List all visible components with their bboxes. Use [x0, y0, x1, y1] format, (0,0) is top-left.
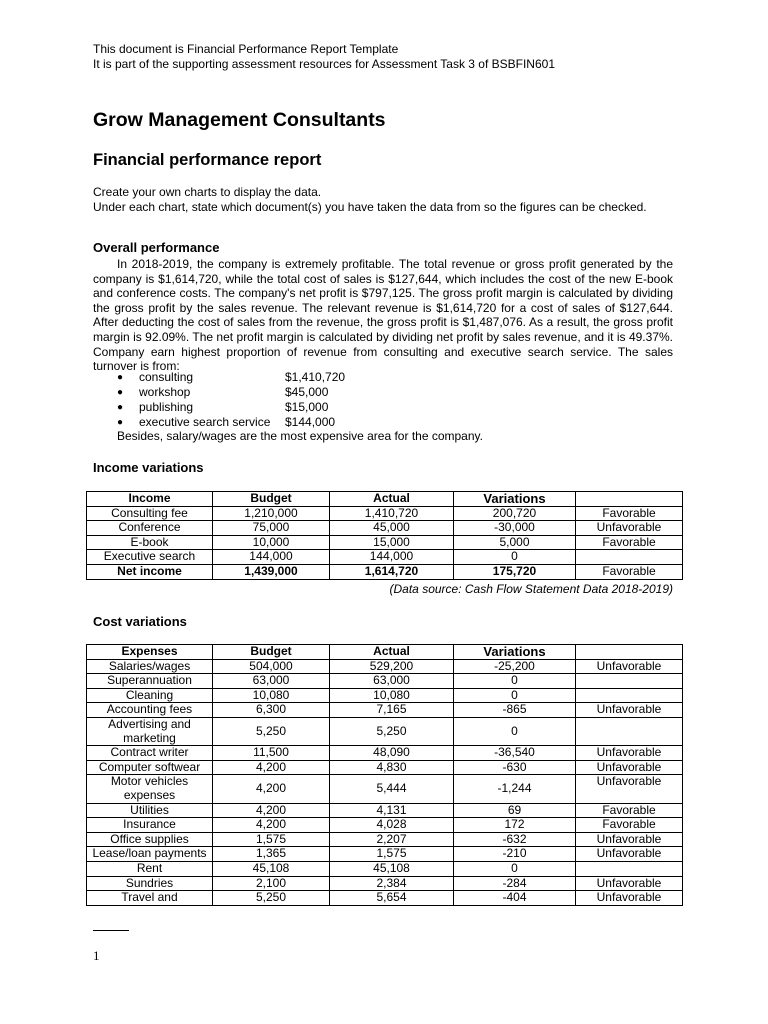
table-cell: Superannuation: [87, 674, 213, 689]
intro-instructions: [93, 185, 653, 214]
table-cell: Conference: [87, 521, 213, 536]
table-cell: 10,080: [330, 688, 454, 703]
table-cell: 172: [454, 818, 576, 833]
table-cell: 2,100: [213, 876, 330, 891]
table-cell: [576, 688, 683, 703]
table-cell: [576, 550, 683, 565]
table-cell: Contract writer: [87, 746, 213, 761]
column-header: Actual: [330, 492, 454, 507]
sales-amount: $144,000: [285, 415, 336, 429]
table-cell: 4,028: [330, 818, 454, 833]
table-cell: Consulting fee: [87, 506, 213, 521]
table-row: [87, 760, 683, 775]
table-cell: 5,444: [330, 775, 454, 803]
table-row: [87, 818, 683, 833]
column-header: Actual: [330, 645, 454, 660]
table-cell: Unfavorable: [576, 659, 683, 674]
income-table: [86, 491, 683, 580]
table-cell: Favorable: [576, 818, 683, 833]
table-cell: Lease/loan payments: [87, 847, 213, 862]
sales-amount: $15,000: [285, 400, 329, 414]
table-cell: Unfavorable: [576, 775, 683, 803]
header-line-1: This document is Financial Performance Report Template: [93, 42, 399, 56]
table-cell: Computer softwear: [87, 760, 213, 775]
table-cell: 6,300: [213, 703, 330, 718]
table-cell: 1,365: [213, 847, 330, 862]
table-row: [87, 803, 683, 818]
table-cell: -632: [454, 832, 576, 847]
table-cell: 1,575: [213, 832, 330, 847]
table-cell: Unfavorable: [576, 521, 683, 536]
table-cell: Unfavorable: [576, 847, 683, 862]
cost-variations-heading: Cost variations: [93, 614, 187, 629]
table-cell: 10,080: [213, 688, 330, 703]
column-header: Budget: [213, 645, 330, 660]
table-row: [87, 832, 683, 847]
bullet-icon: ●: [117, 387, 124, 398]
table-cell: -1,244: [454, 775, 576, 803]
overall-performance-heading: Overall performance: [93, 240, 220, 255]
list-item: [117, 400, 345, 415]
column-header: Income: [87, 492, 213, 507]
list-item: [117, 415, 345, 430]
table-cell: [576, 861, 683, 876]
table-cell: 504,000: [213, 659, 330, 674]
table-cell: 1,575: [330, 847, 454, 862]
table-row: [87, 674, 683, 689]
besides-note: Besides, salary/wages are the most expensive area for the company.: [117, 429, 483, 443]
table-row: [87, 550, 683, 565]
table-row: [87, 847, 683, 862]
header-line-2: It is part of the supporting assessment resources for Assessment Task 3 of BSBFIN601: [93, 56, 555, 71]
table-row: [87, 717, 683, 745]
table-cell: [576, 717, 683, 745]
sales-amount: $45,000: [285, 385, 329, 399]
sales-service: consulting: [139, 370, 194, 384]
table-cell: E-book: [87, 535, 213, 550]
bullet-icon: ●: [117, 402, 124, 413]
table-cell: 0: [454, 717, 576, 745]
table-cell: 4,131: [330, 803, 454, 818]
table-cell: 1,439,000: [213, 564, 330, 579]
table-row: [87, 891, 683, 906]
table-cell: 75,000: [213, 521, 330, 536]
table-cell: 69: [454, 803, 576, 818]
table-cell: 0: [454, 550, 576, 565]
list-item: [117, 385, 345, 400]
table-cell: Favorable: [576, 506, 683, 521]
table-cell: -25,200: [454, 659, 576, 674]
table-cell: 144,000: [213, 550, 330, 565]
table-cell: 10,000: [213, 535, 330, 550]
table-cell: Unfavorable: [576, 876, 683, 891]
table-cell: Rent: [87, 861, 213, 876]
sales-service: publishing: [139, 400, 194, 414]
column-header: [576, 492, 683, 507]
bullet-icon: ●: [117, 372, 124, 383]
table-cell: 0: [454, 861, 576, 876]
table-cell: 4,830: [330, 760, 454, 775]
table-cell: 4,200: [213, 760, 330, 775]
table-row: [87, 775, 683, 803]
table-cell: Travel and: [87, 891, 213, 906]
list-item: [117, 370, 345, 385]
table-cell: Executive search: [87, 550, 213, 565]
page-number: 1: [93, 948, 100, 963]
table-row: [87, 746, 683, 761]
table-cell: Favorable: [576, 803, 683, 818]
sales-service: executive search service: [139, 415, 271, 429]
intro-line-2: Under each chart, state which document(s) you have taken the data from so the figures can be checked.: [93, 199, 647, 214]
overall-performance-paragraph: In 2018-2019, the company is extremely profitable. The total revenue or gross profit generated by the company is $1,614,720, while the total cost of sales is $127,644, which includes the cost of the new E-book and conference costs. The company's net profit is $797,125. The gross profit margin is calculated by dividing the gross profit by the sales revenue. The relevant revenue is $1,614,720 for a cost of sales of $127,644. After deducting the cost of sales from the revenue, the gross profit is $1,487,076. As a result, the gross profit margin is 92.09%. The net profit margin is calculated by dividing net profit by sales revenue, and it is 49.37%. Company earn highest proportion of revenue from consulting and executive search service. The sales turnover is from:: [93, 257, 673, 374]
table-cell: Favorable: [576, 564, 683, 579]
table-cell: -30,000: [454, 521, 576, 536]
table-cell: Utilities: [87, 803, 213, 818]
table-cell: 144,000: [330, 550, 454, 565]
table-cell: 1,614,720: [330, 564, 454, 579]
table-cell: -404: [454, 891, 576, 906]
table-cell: [576, 674, 683, 689]
table-row: [87, 688, 683, 703]
table-cell: 7,165: [330, 703, 454, 718]
document-title: Grow Management Consultants: [93, 109, 386, 131]
sales-service: workshop: [139, 385, 191, 399]
footnote-separator: [93, 930, 129, 931]
table-cell: -630: [454, 760, 576, 775]
bullet-icon: ●: [117, 417, 124, 428]
table-header-row: [87, 492, 683, 507]
table-cell: Unfavorable: [576, 760, 683, 775]
table-cell: 5,250: [213, 891, 330, 906]
table-cell: -284: [454, 876, 576, 891]
table-cell: 4,200: [213, 818, 330, 833]
sales-turnover-list: [117, 370, 345, 430]
table-cell: 0: [454, 674, 576, 689]
table-row: [87, 876, 683, 891]
table-cell: Salaries/wages: [87, 659, 213, 674]
table-cell: 4,200: [213, 775, 330, 803]
column-header: Variations: [454, 645, 576, 660]
table-cell: 63,000: [213, 674, 330, 689]
table-cell: 200,720: [454, 506, 576, 521]
column-header: [576, 645, 683, 660]
table-cell: 5,654: [330, 891, 454, 906]
table-row: [87, 535, 683, 550]
table-cell: 45,000: [330, 521, 454, 536]
table-row: [87, 703, 683, 718]
table-cell: 0: [454, 688, 576, 703]
table-cell: 2,207: [330, 832, 454, 847]
table-cell: -36,540: [454, 746, 576, 761]
table-cell: 1,210,000: [213, 506, 330, 521]
table-cell: Favorable: [576, 535, 683, 550]
table-cell: Insurance: [87, 818, 213, 833]
data-source-note: (Data source: Cash Flow Statement Data 2018-2019): [389, 582, 673, 596]
header-note: [93, 42, 555, 71]
table-cell: 15,000: [330, 535, 454, 550]
table-cell: 5,250: [330, 717, 454, 745]
table-cell: 63,000: [330, 674, 454, 689]
table-cell: Advertising and marketing: [87, 717, 213, 745]
table-cell: Accounting fees: [87, 703, 213, 718]
table-row: [87, 521, 683, 536]
sales-amount: $1,410,720: [285, 370, 346, 384]
column-header: Variations: [454, 492, 576, 507]
income-variations-heading: Income variations: [93, 460, 204, 475]
table-cell: Cleaning: [87, 688, 213, 703]
table-cell: 175,720: [454, 564, 576, 579]
table-cell: Unfavorable: [576, 703, 683, 718]
table-cell: Sundries: [87, 876, 213, 891]
document-subtitle: Financial performance report: [93, 151, 322, 169]
table-cell: 4,200: [213, 803, 330, 818]
table-row: [87, 506, 683, 521]
table-cell: 529,200: [330, 659, 454, 674]
table-cell: 1,410,720: [330, 506, 454, 521]
table-cell: 2,384: [330, 876, 454, 891]
table-cell: -210: [454, 847, 576, 862]
table-cell: 45,108: [330, 861, 454, 876]
intro-line-1: Create your own charts to display the data.: [93, 185, 322, 199]
column-header: Expenses: [87, 645, 213, 660]
table-cell: 5,250: [213, 717, 330, 745]
column-header: Budget: [213, 492, 330, 507]
table-total-row: [87, 564, 683, 579]
table-cell: 5,000: [454, 535, 576, 550]
cost-table: [86, 644, 683, 906]
table-cell: 45,108: [213, 861, 330, 876]
table-cell: -865: [454, 703, 576, 718]
table-cell: Net income: [87, 564, 213, 579]
table-cell: 48,090: [330, 746, 454, 761]
table-cell: Unfavorable: [576, 746, 683, 761]
table-cell: Office supplies: [87, 832, 213, 847]
table-row: [87, 659, 683, 674]
table-row: [87, 861, 683, 876]
table-cell: Unfavorable: [576, 891, 683, 906]
table-cell: Unfavorable: [576, 832, 683, 847]
table-cell: 11,500: [213, 746, 330, 761]
table-header-row: [87, 645, 683, 660]
table-cell: Motor vehicles expenses: [87, 775, 213, 803]
